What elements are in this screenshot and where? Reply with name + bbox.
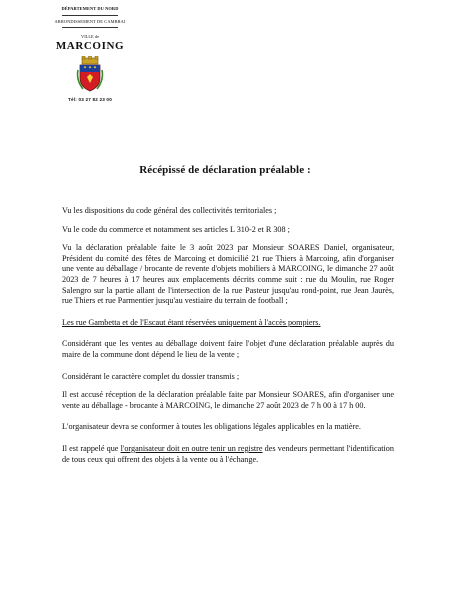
department-label: DÉPARTEMENT DU NORD: [61, 6, 119, 11]
letterhead: [40, 6, 140, 102]
document-title: Récépissé de déclaration préalable :: [139, 164, 311, 176]
header-divider: [62, 15, 118, 16]
arrondissement-label: ARRONDISSEMENT DE CAMBRAI: [54, 18, 126, 24]
paragraph-reserved-streets: Les rue Gambetta et de l'Escaut étant réservées uniquement à l'accès pompiers.: [62, 317, 321, 327]
paragraph-code-commerce: Vu le code du commerce et notamment ses articles L 310-2 et R 308 ;: [62, 224, 290, 234]
coat-of-arms-icon: [75, 56, 105, 94]
town-name: MARCOING: [55, 40, 125, 52]
paragraph-obligations: L'organisateur devra se conformer à toutes les obligations légales applicables en la matière.: [62, 422, 361, 432]
ville-label: VILLE de: [81, 34, 99, 39]
registre-text-end: des vendeurs permettant l'identification de tous ceux qui offrent des objets à la vente ou à l'échange.: [62, 443, 394, 464]
paragraph-considerant-dossier: Considérant le caractère complet du dossier transmis ;: [62, 371, 240, 381]
paragraph-considerant-ventes: Considérant que les ventes au déballage doivent faire l'objet d'une déclaration préalable auprès du maire de la commune dont dépend le lieu de la vente ;: [62, 339, 394, 359]
phone-number: Tél: 03 27 82 23 00: [68, 97, 112, 102]
document-body: [62, 206, 394, 476]
registre-emphasis: l'organisateur doit en outre tenir un registre: [120, 443, 263, 453]
registre-text-start: Il est rappelé que: [62, 443, 121, 453]
paragraph-code-collectivites: Vu les dispositions du code général des collectivités territoriales ;: [62, 206, 277, 215]
paragraph-registre: [62, 444, 394, 465]
header-divider: [62, 27, 118, 28]
paragraph-declaration: Vu la déclaration préalable faite le 3 août 2023 par Monsieur SOARES Daniel, organisateur, Président du comité des fêtes de Marcoing et domicilié 21 rue Thiers à Marcoing, afin d'organiser une vente au déballage / brocante de revente d'objets mobiliers à MARCOING, le dimanche 27 août 2023 de 7 heures à 17 heures aux emplacements décrits comme suit : rue du Moulin, rue Roger Salengro sur la partie allant de l'intersection de la rue Pasteur jusqu'au rond-point, rue Jean Jaurès, rue Thiers et rue Parmentier jusqu'au vestiaire du terrain de football ;: [62, 243, 394, 306]
paragraph-accuse-reception: Il est accusé réception de la déclaration préalable faite par Monsieur SOARES, afin d'organiser une vente au déballage - brocante à MARCOING, le dimanche 27 août 2023 de 7 h 00 à 17 h 00.: [62, 390, 394, 410]
